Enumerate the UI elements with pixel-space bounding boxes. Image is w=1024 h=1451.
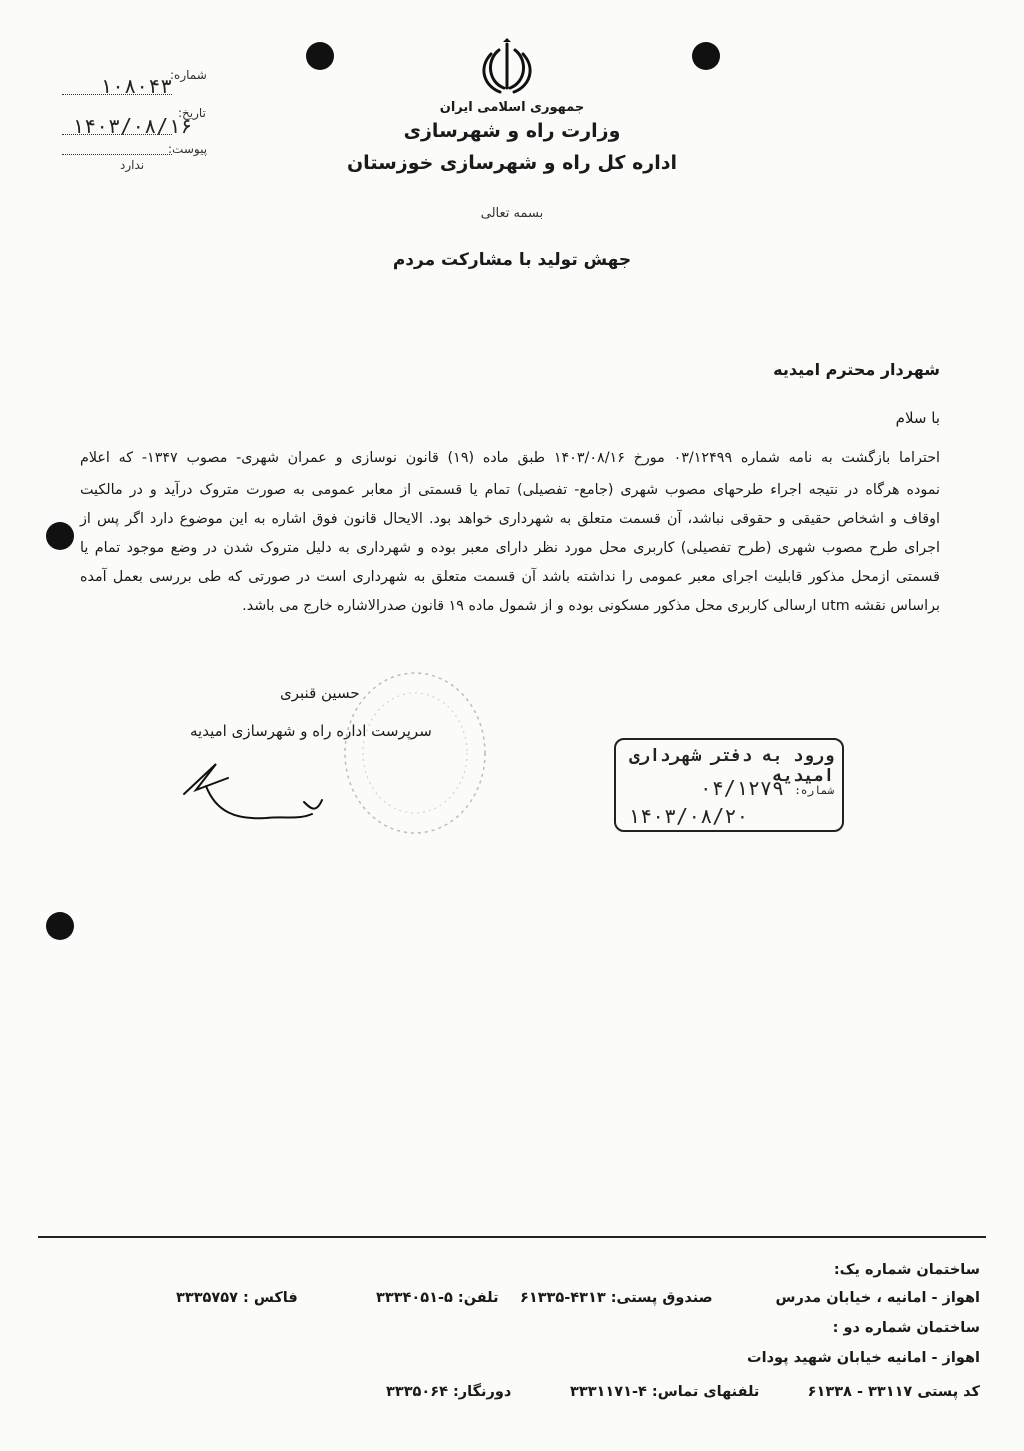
phone: تلفن: ۵-۳۳۳۴۰۵۱ [376, 1290, 499, 1306]
date-label: تاریخ: [178, 106, 206, 120]
attachment-value: ندارد [120, 158, 145, 172]
stamp-number-label: شماره: [794, 784, 834, 797]
stamp-date: ۱۴۰۳/۰۸/۲۰ [628, 804, 749, 828]
building1-address: اهواز - امانیه ، خیابان مدرس [775, 1290, 980, 1306]
punch-hole-top-right [692, 42, 720, 70]
body-line: اجرای طرح مصوب شهری (طرح تفصیلی) کاربری محل مورد نظر دارای معبر بوده و شهرداری به دلیل متروک شدن در وضع موجود تمام یا [80, 540, 940, 556]
building2-address: اهواز - امانیه خیابان شهید پودات [747, 1350, 980, 1366]
postal-code: کد پستی ۳۳۱۱۷ - ۶۱۳۳۸ [807, 1384, 980, 1400]
number-label: شماره: [170, 68, 207, 82]
building1-heading: ساختمان شماره یک: [833, 1262, 980, 1278]
footer-divider [38, 1236, 986, 1238]
punch-hole-top-left [306, 42, 334, 70]
body-line: احتراما بازگشت به نامه شماره ۰۳/۱۲۴۹۹ مورخ ۱۴۰۳/۰۸/۱۶ طبق ماده (۱۹) قانون نوسازی و عمران شهری- مصوب ۱۳۴۷- که اعلام [80, 450, 940, 466]
body-line: براساس نقشه utm ارسالی کاربری محل مذکور مسکونی بوده و از شمول ماده ۱۹ قانون صدرالاشاره خارج می باشد. [242, 598, 940, 614]
po-box: صندوق پستی: ۴۳۱۳-۶۱۳۳۵ [520, 1290, 713, 1306]
contact-phones: تلفنهای تماس: ۴-۳۳۳۱۱۷۱ [570, 1384, 760, 1400]
signer-title: سرپرست اداره راه و شهرسازی امیدیه [190, 722, 432, 740]
stamp-number: ۰۴/۱۲۷۹ [699, 776, 784, 800]
incoming-stamp [614, 738, 844, 832]
number-value: ۱۰۸۰۴۳ [100, 74, 173, 98]
republic-title: جمهوری اسلامی ایران [439, 100, 585, 115]
attachment-label: پیوست: [168, 142, 208, 156]
date-value: ۱۴۰۳/۰۸/۱۶ [72, 114, 193, 138]
addressee: شهردار محترم امیدیه [773, 360, 940, 379]
building2-heading: ساختمان شماره دو : [832, 1320, 980, 1336]
body-line: اوقاف و اشخاص حقیقی و حقوقی نباشد، آن قسمت متعلق به شهرداری خواهد بود. الایحال قانون فوق اشاره به این موضوع دارد اگر پس از [80, 511, 940, 527]
iran-emblem-icon [476, 38, 538, 100]
bismillah: بسمه تعالی [480, 206, 544, 221]
greeting: با سلام [895, 409, 940, 427]
office-title: اداره کل راه و شهرسازی خوزستان [346, 152, 678, 174]
ministry-title: وزارت راه و شهرسازی [403, 120, 621, 142]
fax: فاکس : ۳۳۳۵۷۵۷ [176, 1290, 298, 1306]
stamp-title: ورود به دفتر شهرداری امیدیه [629, 746, 834, 786]
signer-name: حسین قنبری [280, 684, 360, 702]
signature [176, 756, 336, 836]
telefax: دورنگار: ۳۳۳۵۰۶۴ [386, 1384, 512, 1400]
body-line: نموده هرگاه در نتیجه اجراء طرحهای مصوب شهری (جامع- تفصیلی) تمام یا قسمتی از معابر عمومی به صورت متروک درآید و در مالکیت [80, 482, 940, 498]
body-line: قسمتی ازمحل مذکور قابلیت اجرای معبر عمومی را نداشته باشد آن قسمت متعلق به شهرداری است در صورتی که طی بررسی بعمل آمده [80, 569, 940, 585]
punch-hole-mid [46, 522, 74, 550]
slogan: جهش تولید با مشارکت مردم [392, 250, 632, 270]
office-seal [340, 668, 490, 838]
punch-hole-low [46, 912, 74, 940]
